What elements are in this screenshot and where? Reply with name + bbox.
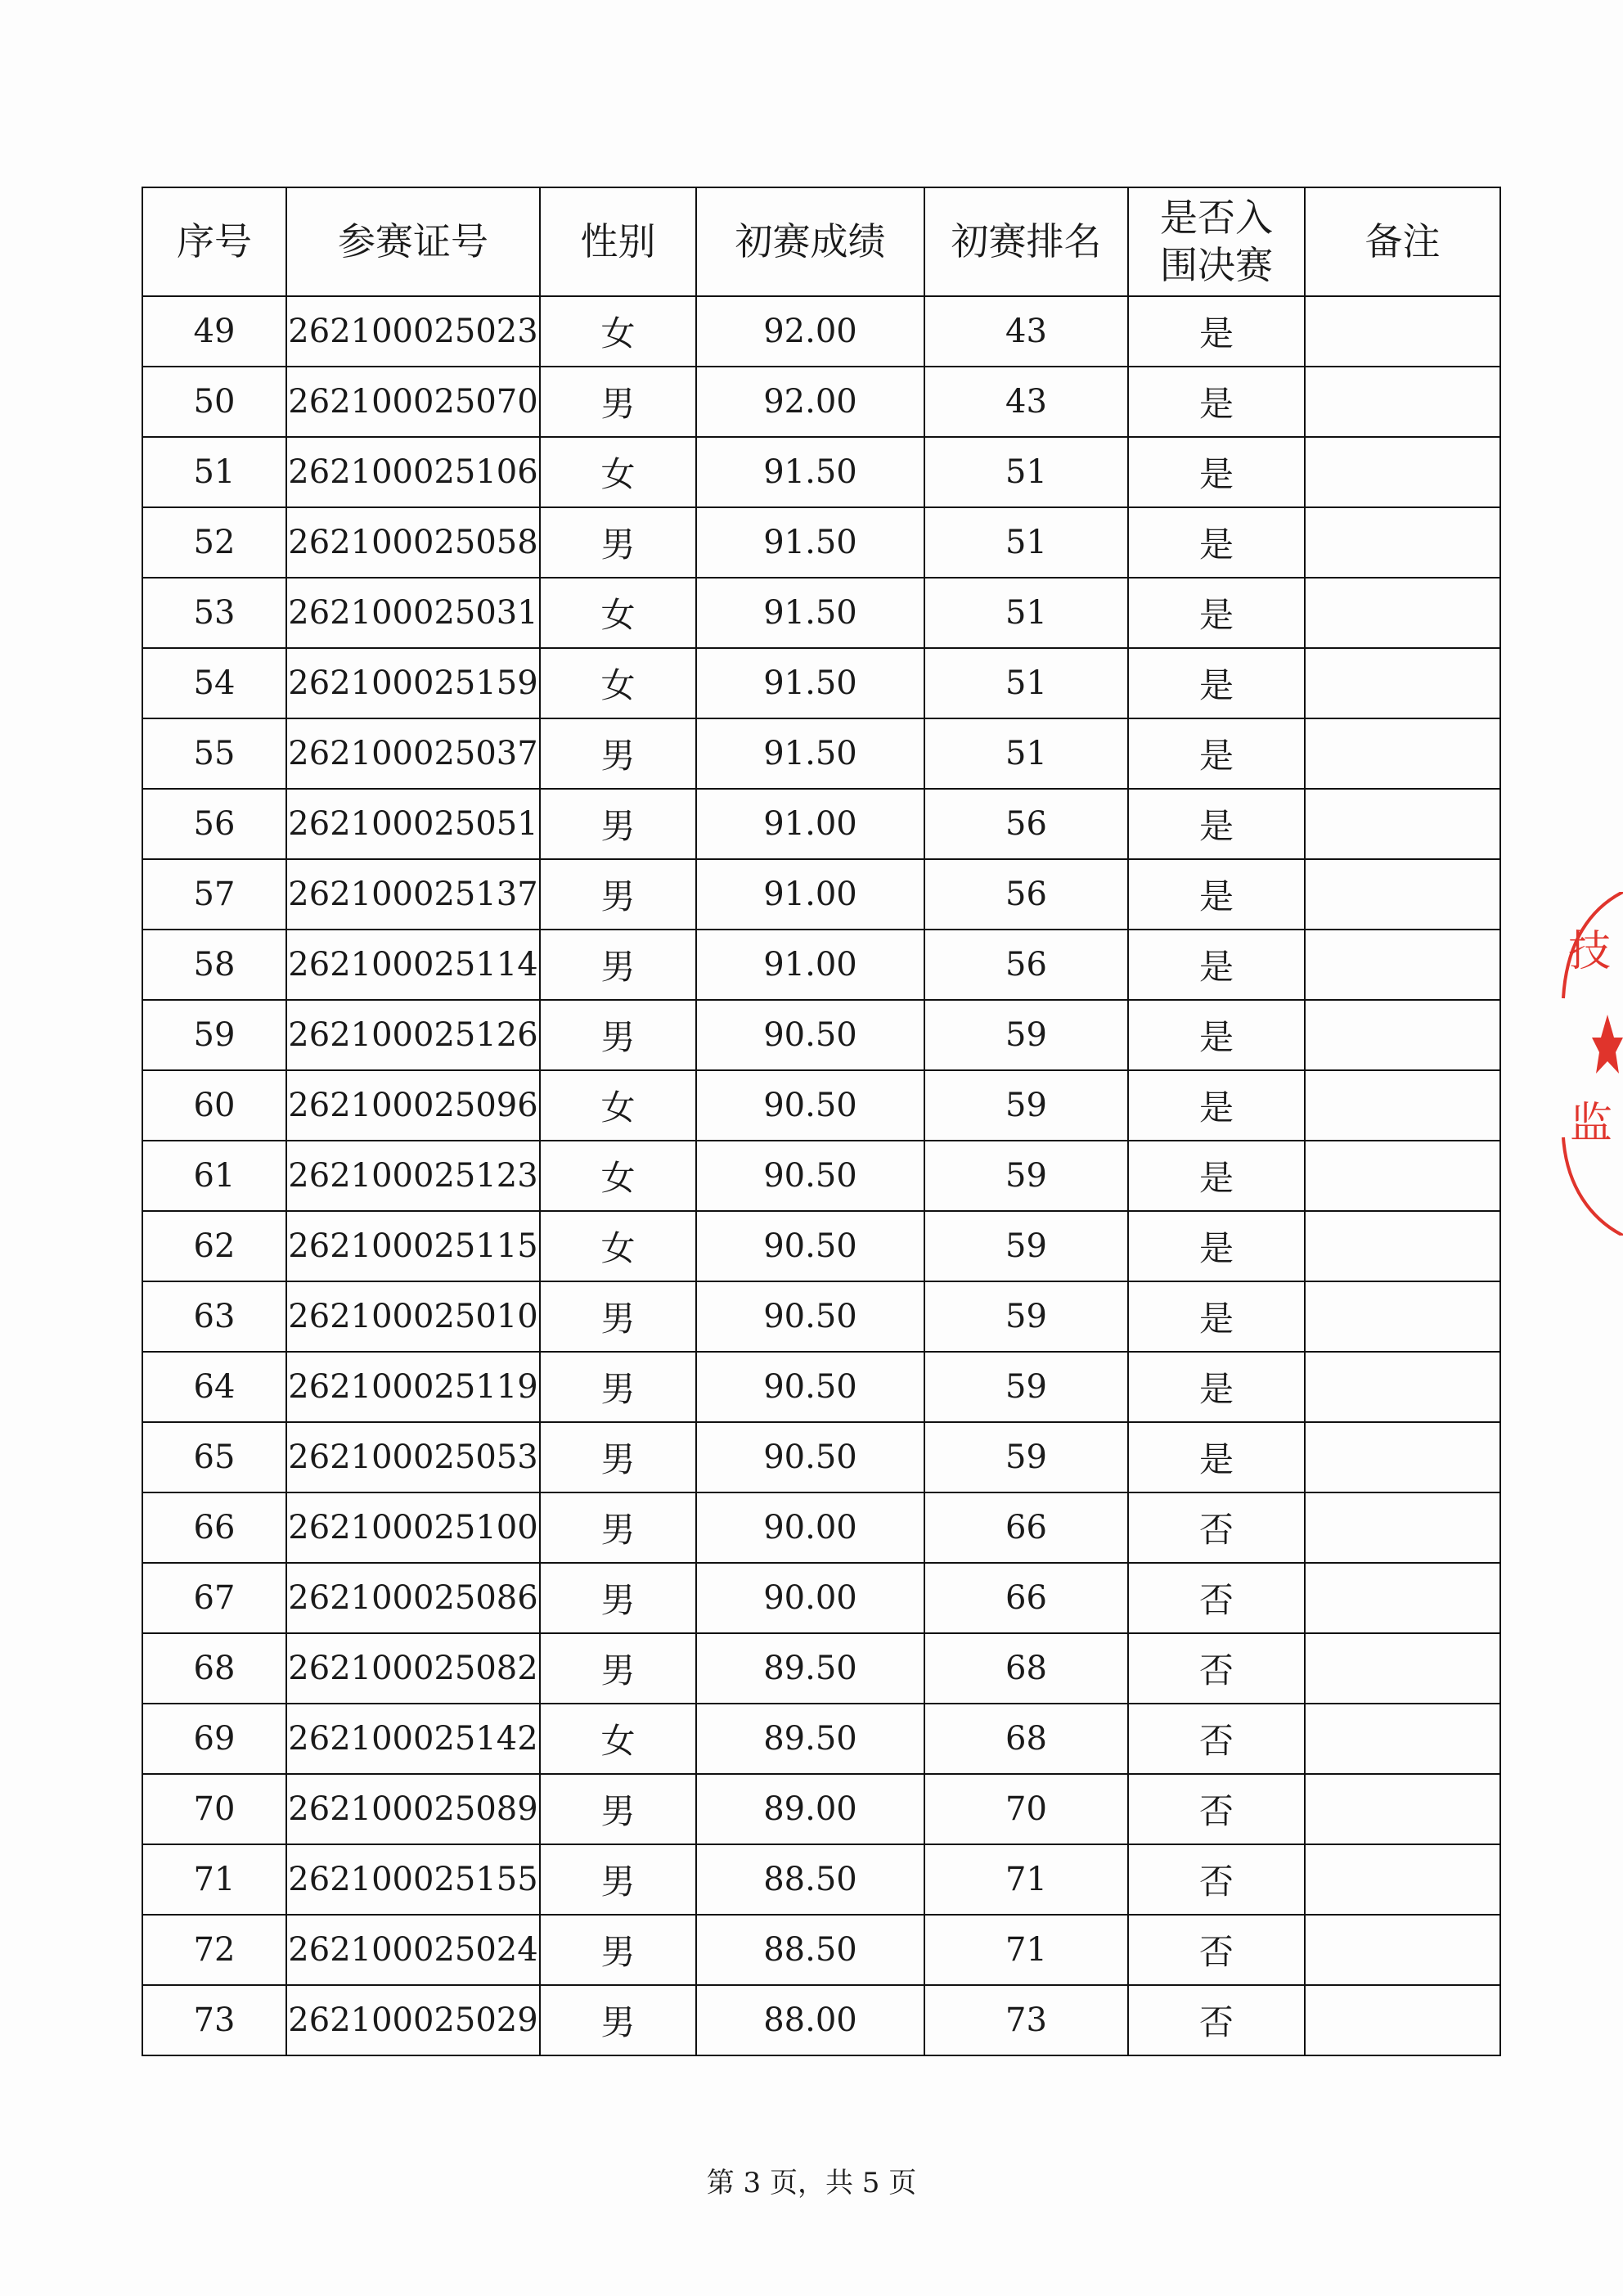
cell-score: 89.50 <box>696 1633 924 1704</box>
table-row <box>142 1704 1500 1774</box>
cell-rank: 56 <box>924 930 1128 1000</box>
cell-id: 262100025114 <box>286 930 540 1000</box>
cell-rank: 59 <box>924 1422 1128 1492</box>
cell-gender: 男 <box>540 1985 696 2055</box>
cell-score: 90.00 <box>696 1492 924 1563</box>
cell-finalist: 是 <box>1128 718 1305 789</box>
cell-remark <box>1305 1563 1500 1633</box>
cell-remark <box>1305 367 1500 437</box>
cell-rank: 51 <box>924 718 1128 789</box>
red-seal-stamp <box>1558 892 1623 1236</box>
cell-gender: 男 <box>540 1774 696 1844</box>
cell-finalist: 是 <box>1128 1281 1305 1352</box>
cell-id: 262100025106 <box>286 437 540 507</box>
table-row <box>142 578 1500 648</box>
cell-finalist: 是 <box>1128 1000 1305 1070</box>
cell-gender: 男 <box>540 1422 696 1492</box>
cell-score: 91.50 <box>696 437 924 507</box>
cell-index: 62 <box>142 1211 286 1281</box>
cell-score: 91.50 <box>696 648 924 718</box>
table-row <box>142 367 1500 437</box>
cell-remark <box>1305 1774 1500 1844</box>
cell-gender: 女 <box>540 1141 696 1211</box>
table-body <box>142 296 1500 2055</box>
cell-index: 72 <box>142 1915 286 1985</box>
cell-rank: 70 <box>924 1774 1128 1844</box>
cell-finalist: 是 <box>1128 859 1305 930</box>
cell-finalist: 否 <box>1128 1704 1305 1774</box>
cell-finalist: 是 <box>1128 578 1305 648</box>
cell-rank: 56 <box>924 859 1128 930</box>
cell-index: 50 <box>142 367 286 437</box>
cell-id: 262100025142 <box>286 1704 540 1774</box>
cell-rank: 66 <box>924 1492 1128 1563</box>
cell-gender: 男 <box>540 367 696 437</box>
cell-remark <box>1305 1422 1500 1492</box>
cell-remark <box>1305 1000 1500 1070</box>
cell-index: 69 <box>142 1704 286 1774</box>
header-index: 序号 <box>142 187 286 296</box>
cell-score: 91.00 <box>696 930 924 1000</box>
cell-index: 51 <box>142 437 286 507</box>
header-score: 初赛成绩 <box>696 187 924 296</box>
cell-finalist: 否 <box>1128 1633 1305 1704</box>
table-row <box>142 1000 1500 1070</box>
cell-rank: 43 <box>924 367 1128 437</box>
cell-score: 89.00 <box>696 1774 924 1844</box>
table-row <box>142 930 1500 1000</box>
cell-finalist: 否 <box>1128 1844 1305 1915</box>
seal-char: 技 <box>1567 927 1612 976</box>
cell-id: 262100025119 <box>286 1352 540 1422</box>
cell-remark <box>1305 1211 1500 1281</box>
cell-rank: 59 <box>924 1070 1128 1141</box>
cell-remark <box>1305 1141 1500 1211</box>
cell-rank: 51 <box>924 648 1128 718</box>
cell-id: 262100025137 <box>286 859 540 930</box>
cell-id: 262100025086 <box>286 1563 540 1633</box>
table-row <box>142 1492 1500 1563</box>
table-row <box>142 296 1500 367</box>
cell-remark <box>1305 1704 1500 1774</box>
cell-index: 53 <box>142 578 286 648</box>
cell-id: 262100025100 <box>286 1492 540 1563</box>
table-row <box>142 789 1500 859</box>
cell-score: 90.50 <box>696 1141 924 1211</box>
seal-char: 监 <box>1569 1099 1613 1148</box>
cell-index: 56 <box>142 789 286 859</box>
cell-score: 92.00 <box>696 367 924 437</box>
cell-rank: 51 <box>924 507 1128 578</box>
cell-id: 262100025051 <box>286 789 540 859</box>
cell-gender: 男 <box>540 1633 696 1704</box>
cell-id: 262100025024 <box>286 1915 540 1985</box>
cell-score: 91.50 <box>696 507 924 578</box>
cell-remark <box>1305 930 1500 1000</box>
table-row <box>142 1844 1500 1915</box>
cell-gender: 男 <box>540 1352 696 1422</box>
table-row <box>142 1211 1500 1281</box>
table-row <box>142 1774 1500 1844</box>
cell-index: 68 <box>142 1633 286 1704</box>
header-gender: 性别 <box>540 187 696 296</box>
cell-rank: 59 <box>924 1281 1128 1352</box>
cell-gender: 男 <box>540 789 696 859</box>
cell-remark <box>1305 1915 1500 1985</box>
cell-index: 64 <box>142 1352 286 1422</box>
cell-remark <box>1305 1352 1500 1422</box>
cell-rank: 51 <box>924 578 1128 648</box>
cell-remark <box>1305 1492 1500 1563</box>
cell-gender: 女 <box>540 1211 696 1281</box>
cell-rank: 51 <box>924 437 1128 507</box>
cell-gender: 女 <box>540 437 696 507</box>
cell-finalist: 是 <box>1128 367 1305 437</box>
cell-id: 262100025023 <box>286 296 540 367</box>
table-row <box>142 1070 1500 1141</box>
cell-id: 262100025115 <box>286 1211 540 1281</box>
cell-rank: 59 <box>924 1211 1128 1281</box>
cell-score: 91.00 <box>696 859 924 930</box>
table-row <box>142 1915 1500 1985</box>
cell-remark <box>1305 789 1500 859</box>
cell-gender: 女 <box>540 648 696 718</box>
cell-gender: 女 <box>540 296 696 367</box>
cell-finalist: 是 <box>1128 1422 1305 1492</box>
cell-remark <box>1305 1281 1500 1352</box>
cell-rank: 43 <box>924 296 1128 367</box>
cell-finalist: 是 <box>1128 1352 1305 1422</box>
cell-index: 61 <box>142 1141 286 1211</box>
cell-index: 60 <box>142 1070 286 1141</box>
cell-id: 262100025096 <box>286 1070 540 1141</box>
cell-gender: 男 <box>540 1844 696 1915</box>
cell-finalist: 是 <box>1128 1141 1305 1211</box>
cell-score: 91.00 <box>696 789 924 859</box>
cell-index: 67 <box>142 1563 286 1633</box>
cell-finalist: 否 <box>1128 1563 1305 1633</box>
cell-score: 90.50 <box>696 1281 924 1352</box>
table-row <box>142 1633 1500 1704</box>
cell-id: 262100025058 <box>286 507 540 578</box>
cell-gender: 女 <box>540 1704 696 1774</box>
cell-index: 49 <box>142 296 286 367</box>
table-row <box>142 507 1500 578</box>
table-row <box>142 1985 1500 2055</box>
cell-remark <box>1305 1844 1500 1915</box>
cell-id: 262100025070 <box>286 367 540 437</box>
cell-id: 262100025082 <box>286 1633 540 1704</box>
cell-remark <box>1305 859 1500 930</box>
cell-score: 91.50 <box>696 578 924 648</box>
table-row <box>142 1352 1500 1422</box>
cell-index: 52 <box>142 507 286 578</box>
cell-id: 262100025159 <box>286 648 540 718</box>
cell-finalist: 否 <box>1128 1774 1305 1844</box>
cell-rank: 68 <box>924 1704 1128 1774</box>
cell-finalist: 是 <box>1128 930 1305 1000</box>
cell-rank: 71 <box>924 1915 1128 1985</box>
cell-score: 88.50 <box>696 1844 924 1915</box>
cell-id: 262100025037 <box>286 718 540 789</box>
cell-rank: 59 <box>924 1352 1128 1422</box>
cell-finalist: 是 <box>1128 789 1305 859</box>
cell-id: 262100025029 <box>286 1985 540 2055</box>
header-rank: 初赛排名 <box>924 187 1128 296</box>
cell-remark <box>1305 437 1500 507</box>
cell-gender: 男 <box>540 930 696 1000</box>
cell-index: 73 <box>142 1985 286 2055</box>
results-table <box>142 187 1501 2056</box>
cell-gender: 男 <box>540 1000 696 1070</box>
cell-remark <box>1305 1633 1500 1704</box>
cell-remark <box>1305 578 1500 648</box>
cell-gender: 男 <box>540 718 696 789</box>
cell-id: 262100025123 <box>286 1141 540 1211</box>
cell-score: 90.50 <box>696 1211 924 1281</box>
cell-id: 262100025031 <box>286 578 540 648</box>
cell-score: 90.50 <box>696 1352 924 1422</box>
page-footer: 第 3 页，共 5 页 <box>706 2167 917 2199</box>
cell-index: 66 <box>142 1492 286 1563</box>
cell-finalist: 否 <box>1128 1915 1305 1985</box>
cell-finalist: 是 <box>1128 1211 1305 1281</box>
table-row <box>142 437 1500 507</box>
cell-rank: 59 <box>924 1141 1128 1211</box>
cell-gender: 女 <box>540 578 696 648</box>
table-row <box>142 859 1500 930</box>
cell-score: 92.00 <box>696 296 924 367</box>
cell-finalist: 否 <box>1128 1985 1305 2055</box>
cell-rank: 56 <box>924 789 1128 859</box>
cell-index: 71 <box>142 1844 286 1915</box>
cell-gender: 男 <box>540 1563 696 1633</box>
table-header-row <box>142 187 1500 296</box>
cell-index: 58 <box>142 930 286 1000</box>
cell-rank: 59 <box>924 1000 1128 1070</box>
cell-id: 262100025010 <box>286 1281 540 1352</box>
cell-gender: 男 <box>540 1915 696 1985</box>
seal-star-icon <box>1592 1015 1623 1074</box>
table-row <box>142 1563 1500 1633</box>
cell-id: 262100025126 <box>286 1000 540 1070</box>
cell-index: 54 <box>142 648 286 718</box>
cell-remark <box>1305 1070 1500 1141</box>
cell-finalist: 是 <box>1128 1070 1305 1141</box>
cell-remark <box>1305 648 1500 718</box>
header-id: 参赛证号 <box>286 187 540 296</box>
cell-index: 57 <box>142 859 286 930</box>
cell-remark <box>1305 296 1500 367</box>
cell-rank: 68 <box>924 1633 1128 1704</box>
cell-gender: 男 <box>540 507 696 578</box>
table-row <box>142 648 1500 718</box>
cell-score: 91.50 <box>696 718 924 789</box>
cell-remark <box>1305 507 1500 578</box>
cell-index: 70 <box>142 1774 286 1844</box>
cell-index: 63 <box>142 1281 286 1352</box>
cell-remark <box>1305 718 1500 789</box>
cell-rank: 73 <box>924 1985 1128 2055</box>
header-remark: 备注 <box>1305 187 1500 296</box>
cell-score: 90.50 <box>696 1000 924 1070</box>
cell-gender: 男 <box>540 1281 696 1352</box>
table-row <box>142 1422 1500 1492</box>
table-row <box>142 718 1500 789</box>
cell-index: 55 <box>142 718 286 789</box>
cell-gender: 男 <box>540 1492 696 1563</box>
cell-score: 90.00 <box>696 1563 924 1633</box>
cell-finalist: 否 <box>1128 1492 1305 1563</box>
cell-rank: 66 <box>924 1563 1128 1633</box>
cell-index: 65 <box>142 1422 286 1492</box>
header-finalist-label: 是否入围决赛 <box>1160 196 1273 287</box>
cell-gender: 女 <box>540 1070 696 1141</box>
cell-score: 89.50 <box>696 1704 924 1774</box>
cell-score: 90.50 <box>696 1070 924 1141</box>
cell-finalist: 是 <box>1128 437 1305 507</box>
header-finalist <box>1128 187 1305 296</box>
table-row <box>142 1141 1500 1211</box>
cell-id: 262100025155 <box>286 1844 540 1915</box>
cell-index: 59 <box>142 1000 286 1070</box>
cell-score: 88.50 <box>696 1915 924 1985</box>
cell-score: 88.00 <box>696 1985 924 2055</box>
cell-finalist: 是 <box>1128 648 1305 718</box>
cell-finalist: 是 <box>1128 296 1305 367</box>
cell-score: 90.50 <box>696 1422 924 1492</box>
cell-remark <box>1305 1985 1500 2055</box>
cell-id: 262100025053 <box>286 1422 540 1492</box>
cell-finalist: 是 <box>1128 507 1305 578</box>
cell-id: 262100025089 <box>286 1774 540 1844</box>
cell-rank: 71 <box>924 1844 1128 1915</box>
table-row <box>142 1281 1500 1352</box>
cell-gender: 男 <box>540 859 696 930</box>
